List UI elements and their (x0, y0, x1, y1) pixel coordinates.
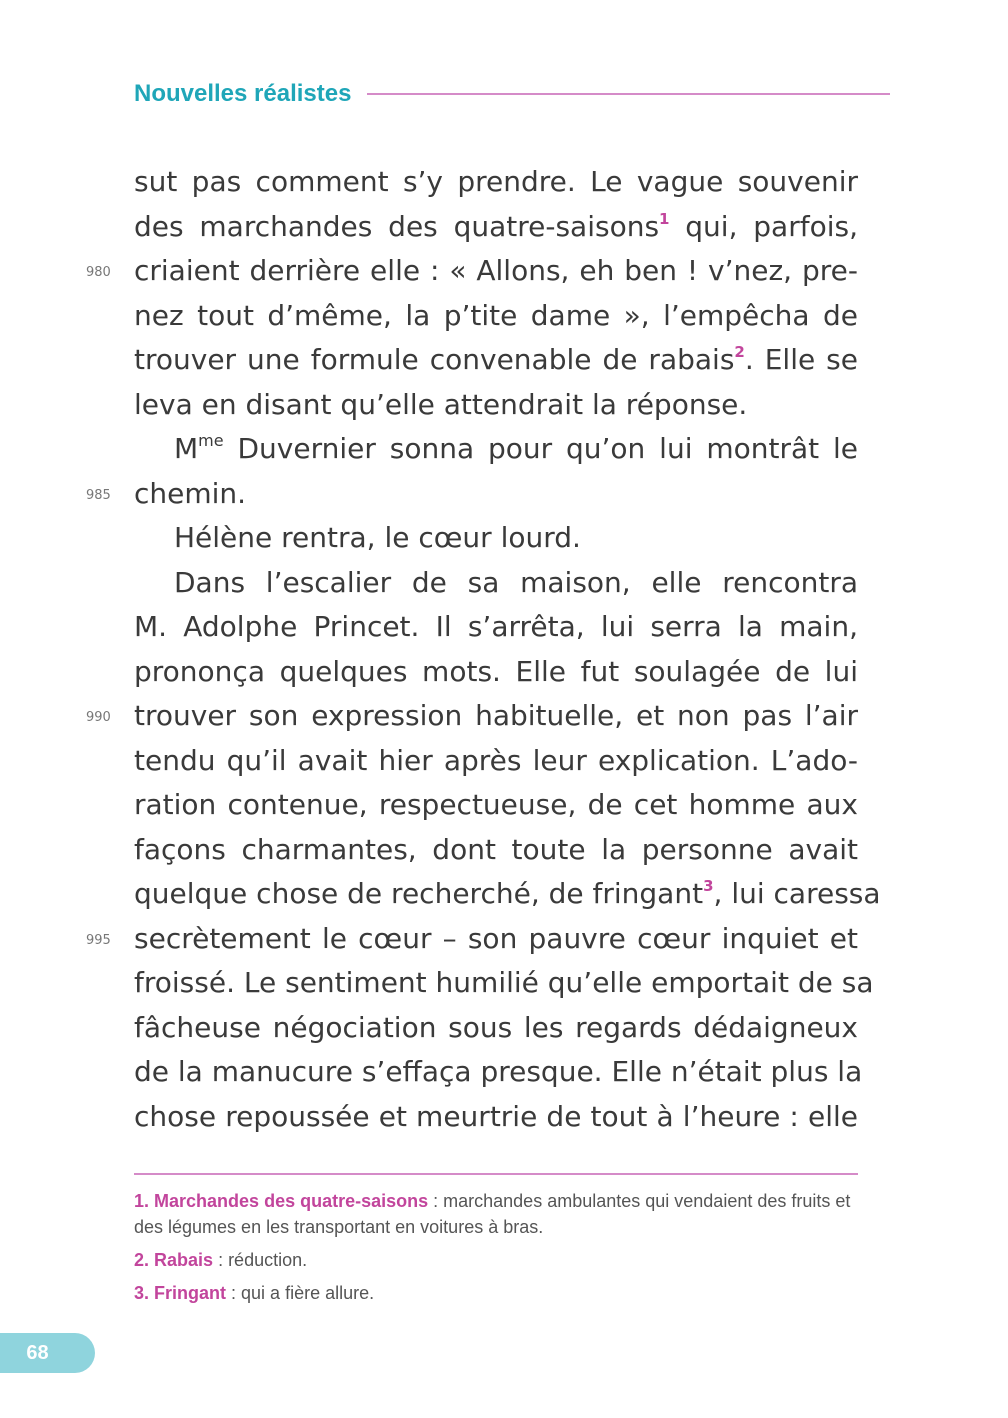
text-segment: des marchandes des quatre-saisons (134, 209, 660, 243)
footnote-number: 1. (134, 1191, 150, 1211)
text-segment: quelque chose de recherché, de fringant (134, 877, 704, 910)
footnote-ref: 3 (703, 877, 714, 895)
footnote-ref: 2 (734, 343, 745, 361)
text-line (134, 1095, 858, 1140)
text-segment: froissé. Le sentiment humilié qu’elle emportait de sa (134, 966, 874, 999)
line-number: 995 (86, 932, 111, 948)
text-line (134, 1050, 863, 1095)
superscript: me (198, 431, 224, 450)
footnote-term: Fringant (154, 1283, 227, 1303)
footnote (134, 1247, 860, 1273)
text-segment: tendu qu’il avait hier après leur explication. L’ado- (134, 743, 858, 777)
footnote-ref: 1 (659, 209, 670, 228)
text-segment: chemin. (134, 476, 247, 510)
text-line (134, 828, 858, 873)
text-line (134, 205, 858, 250)
header-divider (367, 93, 890, 95)
text-segment: ration contenue, respectueuse, de cet homme aux (134, 788, 858, 821)
text-segment: M. Adolphe Princet. Il s’arrêta, lui serra la main, (134, 610, 858, 643)
footnote-definition: : qui a fière allure. (226, 1283, 375, 1303)
footnote-divider (134, 1173, 858, 1175)
text-segment: façons charmantes, dont toute la personne avait (134, 832, 858, 866)
text-segment: trouver son expression habituelle, et non pas l’air (134, 699, 858, 732)
text-line (134, 1006, 858, 1051)
text-line (86, 472, 858, 517)
text-segment: , lui caressa (713, 877, 881, 910)
text-segment: Hélène rentra, le cœur lourd. (174, 521, 581, 554)
footnote-number: 2. (134, 1250, 150, 1270)
text-line (134, 427, 858, 472)
page-number-tab (0, 1333, 95, 1373)
text-line (134, 516, 858, 561)
text-line (86, 249, 858, 294)
text-segment: criaient derrière elle : « Allons, eh ben ! v’nez, pre- (134, 254, 858, 287)
text-line (134, 561, 858, 606)
body-text (86, 160, 881, 1139)
text-segment: nez tout d’même, la p’tite dame », l’empêcha de (134, 298, 858, 332)
footnote (134, 1280, 860, 1306)
text-segment: fâcheuse négociation sous les regards dédaigneux (134, 1010, 858, 1044)
text-segment: leva en disant qu’elle attendrait la réponse. (134, 387, 748, 421)
text-line (134, 160, 858, 205)
running-header (134, 78, 890, 110)
text-line (134, 383, 858, 428)
text-line (134, 338, 858, 383)
text-segment: sut pas comment s’y prendre. Le vague souvenir (134, 165, 858, 198)
text-segment: . Elle se (744, 343, 858, 376)
text-segment: Duvernier sonna pour qu’on lui montrât le (223, 432, 858, 465)
line-number: 990 (86, 710, 111, 725)
text-line (134, 872, 881, 917)
text-segment: trouver une formule convenable de rabais (134, 343, 735, 376)
text-segment: de la manucure s’effaça presque. Elle n’était plus la (134, 1055, 863, 1088)
text-line (86, 694, 858, 739)
footnote-term: Rabais (154, 1250, 214, 1270)
footnote-definition: : marchandes ambulantes qui vendaient des fruits et des légumes en les transportant en voitures à bras. (134, 1191, 851, 1237)
text-segment: qui, parfois, (669, 209, 858, 243)
text-segment: M (174, 432, 199, 465)
footnote-term: Marchandes des quatre-saisons (154, 1191, 429, 1211)
text-segment: secrètement le cœur – son pauvre cœur inquiet et (134, 921, 858, 955)
text-line (134, 961, 874, 1006)
line-number: 985 (86, 487, 111, 503)
text-segment: prononça quelques mots. Elle fut soulagée de lui (134, 654, 858, 688)
section-title: Nouvelles réalistes (134, 80, 352, 107)
text-line (86, 917, 858, 962)
footnote (134, 1188, 860, 1240)
text-line (134, 650, 858, 695)
page-number: 68 (26, 1341, 49, 1364)
text-line (134, 605, 858, 650)
footnotes (134, 1188, 860, 1313)
text-line (134, 783, 858, 828)
footnote-definition: : réduction. (213, 1250, 308, 1270)
text-line (134, 739, 858, 784)
text-segment: chose repoussée et meurtrie de tout à l’heure : elle (134, 1099, 858, 1133)
text-line (134, 294, 858, 339)
footnote-number: 3. (134, 1283, 150, 1303)
line-number: 980 (86, 265, 111, 280)
text-segment: Dans l’escalier de sa maison, elle rencontra (174, 565, 858, 599)
